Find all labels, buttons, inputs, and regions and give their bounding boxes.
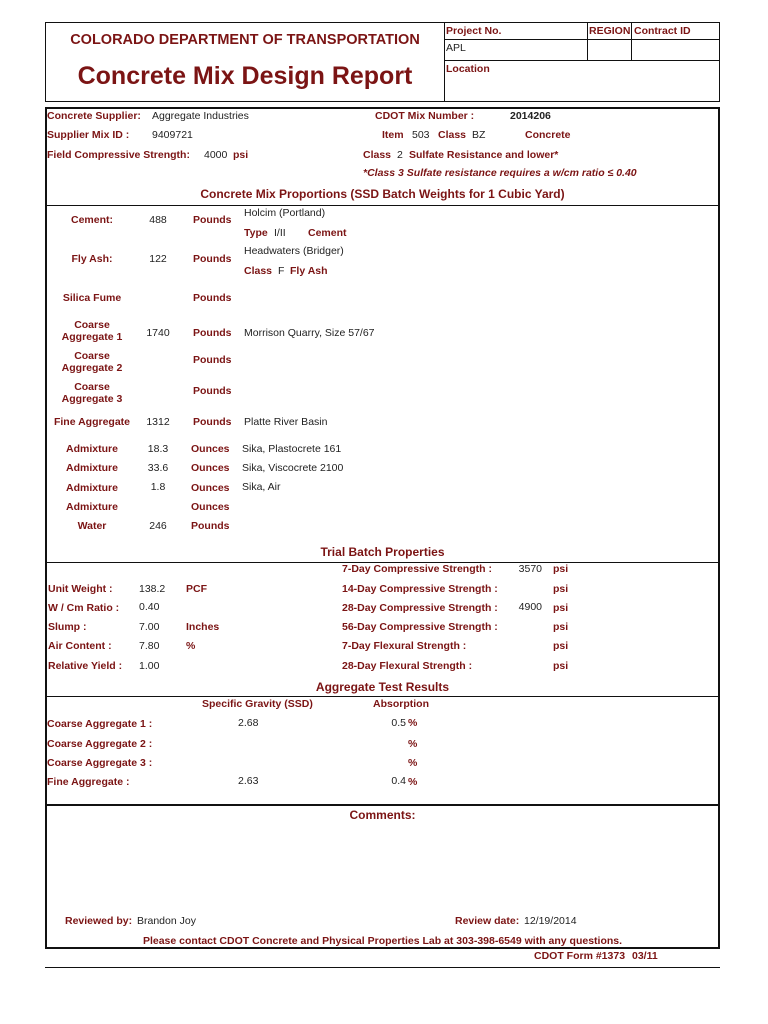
silica-unit: Pounds — [193, 292, 232, 304]
agg-fa-label: Fine Aggregate : — [47, 776, 130, 788]
supplier-mix-label: Supplier Mix ID : — [47, 129, 130, 141]
cement-type-label: Type — [244, 227, 268, 239]
coarse1-label-1: Coarse — [74, 319, 110, 331]
aggregate-heading: Aggregate Test Results — [315, 680, 450, 694]
s7-label: 7-Day Compressive Strength : — [342, 563, 492, 575]
admixture2-unit: Ounces — [191, 462, 230, 474]
item-label: Item — [382, 129, 404, 141]
flyash-class-label: Class — [244, 265, 273, 277]
s7-unit: psi — [553, 563, 569, 575]
fine-source: Platte River Basin — [244, 416, 328, 428]
agg-c2-pct: % — [408, 738, 418, 750]
slump-label: Slump : — [48, 621, 87, 633]
supplier-value: Aggregate Industries — [152, 110, 249, 122]
slump-unit: Inches — [186, 621, 220, 633]
unit-weight-unit: PCF — [186, 583, 207, 595]
project-no-label: Project No. — [446, 25, 502, 37]
flyash-class-suffix: Fly Ash — [290, 265, 328, 277]
fine-value: 1312 — [146, 416, 170, 428]
unit-weight-value: 138.2 — [139, 583, 166, 595]
coarse1-source: Morrison Quarry, Size 57/67 — [244, 327, 375, 339]
item-value: 503 — [412, 129, 430, 141]
coarse1-label-2: Aggregate 1 — [61, 331, 123, 343]
agg-c1-pct: % — [408, 717, 418, 729]
strength-value: 4000 — [204, 149, 228, 161]
review-date-value: 12/19/2014 — [524, 915, 577, 927]
coarse3-label-2: Aggregate 3 — [61, 393, 123, 405]
supplier-mix-value: 9409721 — [152, 129, 193, 141]
coarse1-value: 1740 — [146, 327, 170, 339]
coarse1-unit: Pounds — [193, 327, 232, 339]
agg-c3-label: Coarse Aggregate 3 : — [47, 757, 153, 769]
agg-c1-abs: 0.5 — [391, 717, 406, 729]
strength-unit: psi — [233, 149, 249, 161]
review-date-label: Review date: — [455, 915, 520, 927]
s14-label: 14-Day Compressive Strength : — [342, 583, 498, 595]
mix-number-label: CDOT Mix Number : — [375, 110, 475, 122]
yield-label: Relative Yield : — [48, 660, 123, 672]
admixture3-source: Sika, Air — [242, 481, 281, 493]
agg-c3-pct: % — [408, 757, 418, 769]
sulfate-note: *Class 3 Sulfate resistance requires a w/cm ratio ≤ 0.40 — [363, 167, 637, 179]
cement-label: Cement: — [70, 214, 113, 226]
s28-label: 28-Day Compressive Strength : — [342, 602, 498, 614]
admixture1-value: 18.3 — [147, 443, 169, 455]
fine-unit: Pounds — [193, 416, 232, 428]
flyash-value: 122 — [149, 253, 167, 265]
project-no-value: APL — [446, 42, 466, 54]
sulfate-text: Sulfate Resistance and lower* — [409, 149, 559, 161]
class-value: BZ — [472, 129, 486, 141]
agg-fa-pct: % — [408, 776, 418, 788]
admixture3-label: Admixture — [66, 482, 118, 494]
water-value: 246 — [149, 520, 167, 532]
supplier-label: Concrete Supplier: — [47, 110, 141, 122]
org-name: COLORADO DEPARTMENT OF TRANSPORTATION — [70, 32, 420, 48]
admixture1-unit: Ounces — [191, 443, 230, 455]
f7-unit: psi — [553, 640, 569, 652]
f28-unit: psi — [553, 660, 569, 672]
s28-value: 4900 — [518, 601, 542, 613]
air-label: Air Content : — [48, 640, 112, 652]
water-unit: Pounds — [191, 520, 230, 532]
contract-id-label: Contract ID — [634, 25, 691, 37]
mix-heading: Concrete Mix Proportions (SSD Batch Weights for 1 Cubic Yard) — [200, 187, 565, 201]
cement-type-suffix: Cement — [308, 227, 347, 239]
silica-label: Silica Fume — [62, 292, 122, 304]
coarse2-label-2: Aggregate 2 — [61, 362, 123, 374]
coarse2-unit: Pounds — [193, 354, 232, 366]
air-unit: % — [186, 640, 196, 652]
slump-value: 7.00 — [139, 621, 160, 633]
s56-unit: psi — [553, 621, 569, 633]
s14-unit: psi — [553, 583, 569, 595]
flyash-label: Fly Ash: — [71, 253, 113, 265]
agg-fa-abs: 0.4 — [391, 775, 406, 787]
sulfate-class-value: 2 — [397, 149, 403, 161]
f7-label: 7-Day Flexural Strength : — [342, 640, 467, 652]
unit-weight-label: Unit Weight : — [48, 583, 113, 595]
reviewed-by-label: Reviewed by: — [65, 915, 133, 927]
admixture4-unit: Ounces — [191, 501, 230, 513]
cement-type: I/II — [274, 227, 286, 239]
air-value: 7.80 — [139, 640, 160, 652]
form-number: CDOT Form #1373 — [534, 950, 626, 962]
cement-value: 488 — [149, 214, 167, 226]
yield-value: 1.00 — [139, 660, 160, 672]
flyash-class: F — [278, 265, 285, 277]
coarse2-label-1: Coarse — [74, 350, 110, 362]
specific-gravity-label: Specific Gravity (SSD) — [202, 698, 313, 710]
class-label: Class — [438, 129, 467, 141]
region-label: REGION — [589, 25, 631, 37]
coarse3-unit: Pounds — [193, 385, 232, 397]
absorption-label: Absorption — [373, 698, 429, 710]
report-title: Concrete Mix Design Report — [77, 62, 413, 90]
contact-note: Please contact CDOT Concrete and Physical Properties Lab at 303-398-6549 with any questions. — [142, 935, 623, 947]
flyash-unit: Pounds — [193, 253, 232, 265]
agg-fa-sg: 2.63 — [238, 775, 259, 787]
comments-heading: Comments: — [349, 808, 416, 822]
sulfate-class-label: Class — [363, 149, 392, 161]
concrete-label: Concrete — [525, 129, 571, 141]
s28-unit: psi — [553, 602, 569, 614]
fine-label: Fine Aggregate — [53, 416, 131, 428]
f28-label: 28-Day Flexural Strength : — [342, 660, 473, 672]
s7-value: 3570 — [518, 563, 542, 575]
strength-label: Field Compressive Strength: — [47, 149, 190, 161]
agg-c2-label: Coarse Aggregate 2 : — [47, 738, 153, 750]
form-revision: 03/11 — [632, 950, 658, 962]
cement-source: Holcim (Portland) — [244, 207, 326, 219]
admixture2-label: Admixture — [66, 462, 118, 474]
s56-label: 56-Day Compressive Strength : — [342, 621, 498, 633]
location-label: Location — [446, 63, 490, 75]
admixture2-source: Sika, Viscocrete 2100 — [242, 462, 344, 474]
agg-c1-sg: 2.68 — [238, 717, 259, 729]
wcm-value: 0.40 — [139, 601, 160, 613]
wcm-label: W / Cm Ratio : — [48, 602, 120, 614]
admixture3-unit: Ounces — [191, 482, 230, 494]
mix-number-value: 2014206 — [510, 110, 551, 122]
admixture4-label: Admixture — [66, 501, 118, 513]
admixture3-value: 1.8 — [150, 481, 166, 493]
admixture1-source: Sika, Plastocrete 161 — [242, 443, 342, 455]
flyash-source: Headwaters (Bridger) — [244, 245, 344, 257]
water-label: Water — [77, 520, 107, 532]
admixture2-value: 33.6 — [147, 462, 169, 474]
reviewed-by-value: Brandon Joy — [137, 915, 196, 927]
coarse3-label-1: Coarse — [74, 381, 110, 393]
admixture1-label: Admixture — [66, 443, 118, 455]
cement-unit: Pounds — [193, 214, 232, 226]
trial-heading: Trial Batch Properties — [320, 545, 445, 559]
agg-c1-label: Coarse Aggregate 1 : — [47, 718, 153, 730]
